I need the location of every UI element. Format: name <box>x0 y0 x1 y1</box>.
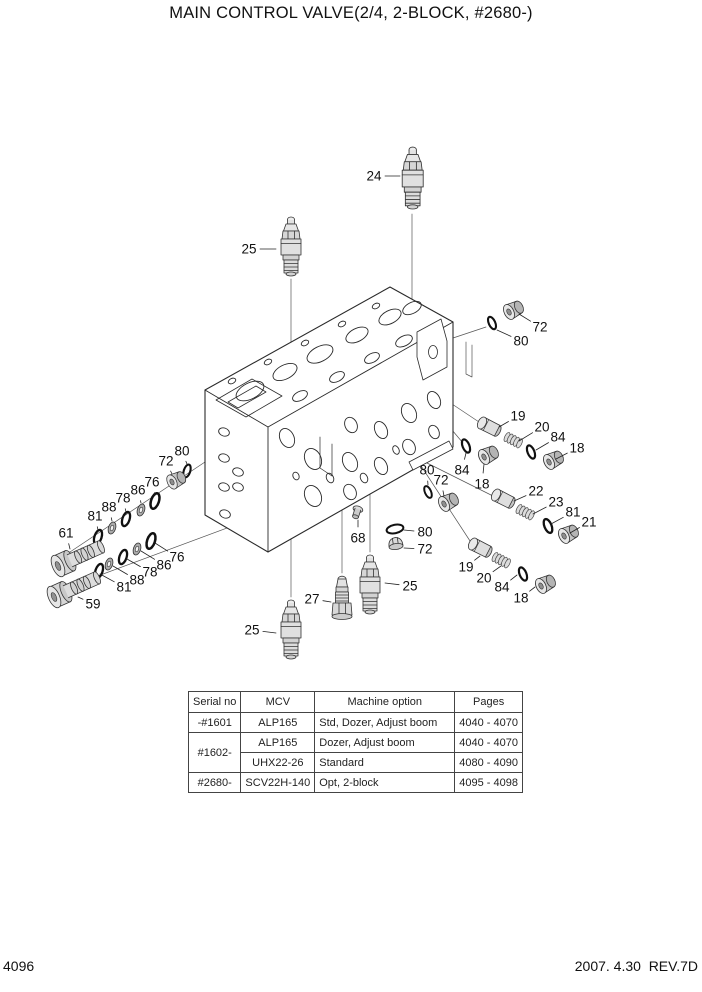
washer-88-upper <box>107 521 118 535</box>
leader-line <box>323 601 331 602</box>
callout-label-72: 72 <box>417 541 433 557</box>
callout-label-76: 76 <box>169 549 185 565</box>
o-ring-78-lower <box>117 549 128 565</box>
callout-label-25: 25 <box>244 622 260 638</box>
callout-label-86: 86 <box>156 557 172 573</box>
o-ring-76-lower <box>145 532 157 550</box>
leader-line <box>113 566 128 575</box>
callout-label-76: 76 <box>144 474 160 490</box>
plug-18-lower <box>533 572 558 595</box>
callout-label-18: 18 <box>474 476 490 492</box>
callout-label-59: 59 <box>85 596 101 612</box>
relief-valve-25-bottom-right <box>360 555 380 614</box>
spring-23 <box>515 504 536 521</box>
col-header-serial: Serial no <box>189 692 241 713</box>
o-ring-84-lower <box>517 566 529 582</box>
page-title: MAIN CONTROL VALVE(2/4, 2-BLOCK, #2680-) <box>169 4 533 22</box>
leader-line <box>100 574 114 582</box>
breather-27 <box>332 576 352 619</box>
leader-line <box>186 461 187 464</box>
o-ring-84-pair <box>460 438 472 454</box>
callout-label-84: 84 <box>550 429 566 445</box>
callout-label-72: 72 <box>532 319 548 335</box>
leader-line <box>155 543 168 551</box>
serial-reference-table <box>188 691 523 793</box>
leader-line <box>125 509 126 512</box>
page-number: 4096 <box>3 958 35 974</box>
plug-72-left <box>165 469 189 491</box>
callout-label-84: 84 <box>494 579 510 595</box>
leader-line <box>78 597 83 599</box>
callout-label-72: 72 <box>158 453 174 469</box>
o-ring-81-right <box>542 518 554 534</box>
cell-mcv: ALP165 <box>241 713 315 733</box>
callout-label-72: 72 <box>433 472 449 488</box>
callout-label-84: 84 <box>454 462 470 478</box>
cell-option: Standard <box>315 753 455 773</box>
o-ring-80-mid <box>423 485 434 499</box>
table-header-row <box>189 692 523 713</box>
leader-line <box>551 517 563 524</box>
leader-line <box>499 422 509 428</box>
callout-label-78: 78 <box>115 490 131 506</box>
cell-option: Opt, 2-block <box>315 773 455 793</box>
leader-line <box>443 491 444 496</box>
leader-line <box>493 566 501 572</box>
washer-88-lower <box>104 557 115 571</box>
leader-line <box>97 527 98 530</box>
leader-line <box>111 518 112 521</box>
plug-18-upper <box>541 448 566 471</box>
plug-21 <box>556 522 581 545</box>
callout-label-25: 25 <box>402 578 418 594</box>
callout-label-80: 80 <box>417 524 433 540</box>
callout-label-81: 81 <box>565 504 581 520</box>
leader-line <box>475 556 480 560</box>
cell-mcv: SCV22H-140 <box>241 773 315 793</box>
revision-stamp: 2007. 4.30 REV.7D <box>574 958 698 974</box>
callout-label-18: 18 <box>569 440 585 456</box>
col-header-pages: Pages <box>455 692 523 713</box>
col-header-mcv: MCV <box>241 692 315 713</box>
o-ring-78-upper <box>120 511 131 527</box>
leader-line <box>385 583 399 585</box>
bolt-61 <box>48 535 108 578</box>
table-row <box>189 773 523 793</box>
callout-label-80: 80 <box>174 443 190 459</box>
callout-label-21: 21 <box>581 514 597 530</box>
cell-serial: -#1601 <box>189 713 241 733</box>
leader-line <box>404 548 414 549</box>
leader-line <box>483 464 484 473</box>
washer-86-lower <box>132 542 143 556</box>
cell-serial: #1602- <box>189 733 241 773</box>
callout-label-19: 19 <box>510 408 526 424</box>
callout-label-23: 23 <box>548 494 564 510</box>
leader-line <box>519 433 533 441</box>
table-row <box>189 713 523 733</box>
leader-line <box>404 530 414 531</box>
o-ring-80-bottom <box>386 523 404 535</box>
cell-mcv: ALP165 <box>241 733 315 753</box>
callout-label-80: 80 <box>513 333 529 349</box>
callout-label-81: 81 <box>87 508 103 524</box>
leader-line <box>497 330 511 336</box>
leader-line <box>530 587 535 591</box>
callout-label-88: 88 <box>101 499 117 515</box>
cell-pages: 4095 - 4098 <box>455 773 523 793</box>
washer-86-upper <box>136 503 147 517</box>
cell-pages: 4040 - 4070 <box>455 713 523 733</box>
plug-72-mid <box>436 490 461 513</box>
cell-option: Dozer, Adjust boom <box>315 733 455 753</box>
cell-pages: 4080 - 4090 <box>455 753 523 773</box>
leader-line <box>263 631 276 633</box>
col-header-option: Machine option <box>315 692 455 713</box>
callout-label-18: 18 <box>513 590 529 606</box>
leader-line <box>141 501 142 503</box>
callout-label-61: 61 <box>58 525 74 541</box>
callout-label-78: 78 <box>142 564 158 580</box>
relief-valve-25-top <box>281 217 301 276</box>
callout-label-25: 25 <box>241 241 257 257</box>
leader-line <box>141 551 155 559</box>
leader-line <box>465 453 467 459</box>
plug-72-top-right <box>501 298 526 321</box>
callout-label-68: 68 <box>350 530 366 546</box>
leader-line <box>69 544 70 549</box>
cap-72-bottom <box>388 537 404 551</box>
callout-label-24: 24 <box>366 168 382 184</box>
leader-line <box>155 493 156 495</box>
callout-label-86: 86 <box>130 482 146 498</box>
callout-label-88: 88 <box>129 572 145 588</box>
poppet-19-lower <box>467 536 494 558</box>
leader-line <box>533 507 546 514</box>
callout-label-27: 27 <box>304 591 320 607</box>
leader-line <box>171 471 172 474</box>
leader-line <box>514 496 526 501</box>
poppet-22 <box>490 487 517 509</box>
callout-label-19: 19 <box>458 559 474 575</box>
leader-line <box>519 314 531 321</box>
callout-label-20: 20 <box>534 419 550 435</box>
cell-serial: #2680- <box>189 773 241 793</box>
relief-valve-25-bottom-left <box>281 600 301 659</box>
callout-label-81: 81 <box>116 579 132 595</box>
plug-18-pair <box>476 443 501 466</box>
leader-line <box>127 559 140 567</box>
o-ring-80-top-right <box>486 316 497 331</box>
o-ring-84-upper <box>525 444 537 460</box>
relief-valve-24 <box>402 147 423 209</box>
cell-option: Std, Dozer, Adjust boom <box>315 713 455 733</box>
callout-label-20: 20 <box>476 570 492 586</box>
callout-label-22: 22 <box>528 483 544 499</box>
table-row <box>189 733 523 753</box>
plug-68 <box>350 505 363 520</box>
callout-label-80: 80 <box>419 462 435 478</box>
leader-line <box>536 443 549 450</box>
cell-mcv: UHX22-26 <box>241 753 315 773</box>
leader-line <box>511 575 517 580</box>
cell-pages: 4040 - 4070 <box>455 733 523 753</box>
